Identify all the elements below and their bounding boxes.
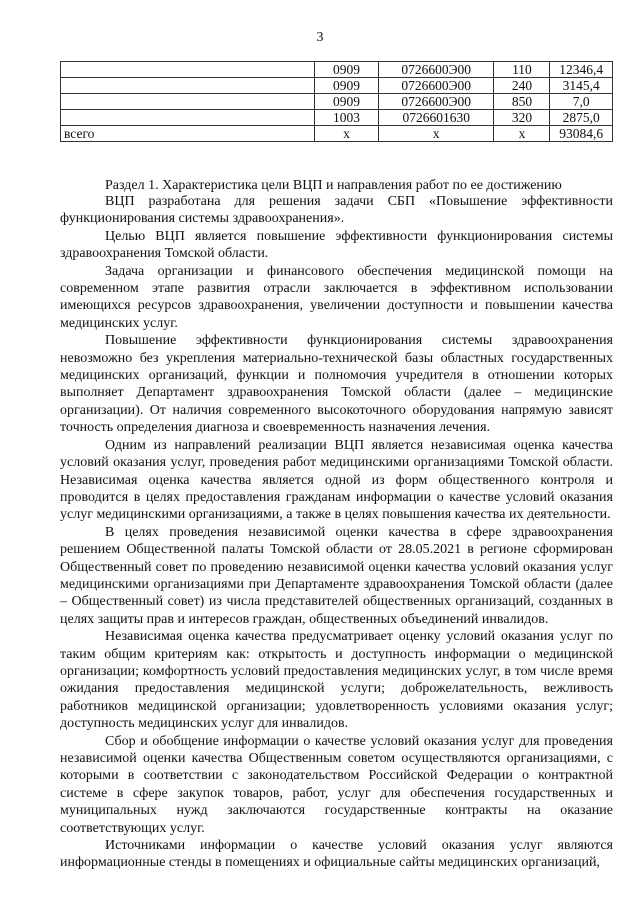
table-cell: 0726600Э00 bbox=[378, 78, 494, 94]
paragraph: Сбор и обобщение информации о качестве условий оказания услуг для проведения независимой оценки качества Общественным советом осуществляются организациями, с которыми в соответствии с законодательством Российской Федерации о контрактной системе в сфере закупок товаров, работ, услуг для обеспечения государственных и муниципальных нужд заключаются государственные контракты на оказание соответствующих услуг. bbox=[60, 733, 613, 836]
table-cell: 850 bbox=[494, 94, 550, 110]
table-cell: 0909 bbox=[315, 94, 379, 110]
paragraph: Одним из направлений реализации ВЦП является независимая оценка качества условий оказания услуг, проведения работ медицинскими организациями Томской области. Независимая оценка качества является одной из форм общественного контроля и проводится в целях предоставления гражданам информации о качестве условий оказания услуг медицинскими организациями, а также в целях повышения качества их деятельности. bbox=[60, 437, 613, 523]
table-cell bbox=[61, 62, 315, 78]
paragraph: Повышение эффективности функционирования системы здравоохранения невозможно без укрепления материально-технической базы областных государственных медицинских организаций, функции и полномочия учредителя в отношении которых выполняет Департамент здравоохранения Томской области (далее – медицинские организации). От наличия современного высокоточного оборудования напрямую зависят точность определения диагноза и своевременность назначения лечения. bbox=[60, 333, 613, 436]
table-cell: всего bbox=[61, 126, 315, 142]
section-title-text: Раздел 1. Характеристика цели ВЦП и направления работ по ее достижению bbox=[105, 178, 562, 193]
table-cell bbox=[61, 78, 315, 94]
paragraph: Независимая оценка качества предусматривает оценку условий оказания услуг по таким общим критериям как: открытость и доступность информации о медицинской организации; комфортность условий предоставления медицинских услуг, в том числе время ожидания предоставления медицинской услуги; доброжелательность, вежливость работников медицинской организации; удовлетворенность условиями оказания услуг; доступность медицинских услуг для инвалидов. bbox=[60, 629, 613, 732]
table-cell: 240 bbox=[494, 78, 550, 94]
table-cell: 0726600Э00 bbox=[378, 62, 494, 78]
paragraph: Источниками информации о качестве условий оказания услуг являются информационные стенды в помещениях и официальные сайты медицинских организаций, bbox=[60, 838, 613, 871]
table-cell: х bbox=[378, 126, 494, 142]
page-number: 3 bbox=[316, 30, 324, 45]
table-cell: х bbox=[315, 126, 379, 142]
table-row bbox=[61, 62, 613, 78]
table-cell: 110 bbox=[494, 62, 550, 78]
table-cell: 2875,0 bbox=[550, 110, 613, 126]
budget-table-body bbox=[61, 62, 613, 142]
table-cell bbox=[61, 94, 315, 110]
paragraph: В целях проведения независимой оценки качества в сфере здравоохранения решением Общественной палаты Томской области от 28.05.2021 в регионе сформирован Общественный совет по проведению независимой оценки качества условий оказания услуг медицинскими организациями при Департаменте здравоохранения Томской области (далее – Общественный совет) из числа представителей общественных организаций, созданных в целях защиты прав и интересов граждан, общественных объединений инвалидов. bbox=[60, 524, 613, 627]
table-cell: х bbox=[494, 126, 550, 142]
table-cell: 320 bbox=[494, 110, 550, 126]
table-cell: 0909 bbox=[315, 78, 379, 94]
body-text bbox=[60, 193, 613, 872]
table-cell: 3145,4 bbox=[550, 78, 613, 94]
table-row bbox=[61, 78, 613, 94]
table-cell: 0909 bbox=[315, 62, 379, 78]
table-row bbox=[61, 110, 613, 126]
table-cell: 1003 bbox=[315, 110, 379, 126]
table-cell bbox=[61, 110, 315, 126]
table-row bbox=[61, 94, 613, 110]
paragraph: Задача организации и финансового обеспечения медицинской помощи на современном этапе развития отрасли заключается в эффективном использовании имеющихся ресурсов здравоохранения, увеличении доступности и повышении качества медицинских услуг. bbox=[60, 263, 613, 331]
table-cell: 12346,4 bbox=[550, 62, 613, 78]
table-cell: 7,0 bbox=[550, 94, 613, 110]
table-cell: 93084,6 bbox=[550, 126, 613, 142]
table-cell: 0726601630 bbox=[378, 110, 494, 126]
table-row bbox=[61, 126, 613, 142]
section-title bbox=[60, 177, 613, 194]
paragraph: ВЦП разработана для решения задачи СБП «Повышение эффективности функционирования системы здравоохранения». bbox=[60, 194, 613, 227]
paragraph: Целью ВЦП является повышение эффективности функционирования системы здравоохранения Томской области. bbox=[60, 228, 613, 262]
budget-table bbox=[60, 61, 613, 142]
table-cell: 0726600Э00 bbox=[378, 94, 494, 110]
